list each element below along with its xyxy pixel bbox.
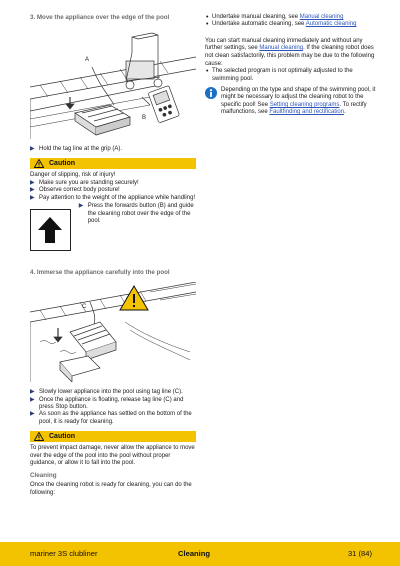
step-press-forward: ▶ Press the forwards button (B) and guide the cleaning robot over the edge of the pool. [78, 203, 194, 225]
cleaning-intro: Once the cleaning robot is ready for cleaning, you can do the following: [30, 482, 192, 496]
up-arrow-icon [37, 216, 63, 244]
step-arrow-icon: ▶ [30, 146, 35, 152]
footer-section: Cleaning [178, 549, 211, 558]
pool-edge-illustration [30, 27, 196, 139]
cause-item: • The selected program is not optimally adjusted to the swimming pool. [206, 68, 353, 82]
link-faultfinding[interactable]: Faultfinding and rectification [269, 109, 345, 116]
danger-triangle-icon [120, 286, 148, 310]
link-manual-cleaning-2[interactable]: Manual cleaning [259, 45, 304, 52]
warning-icon [34, 159, 44, 168]
safety-item-2: ▶ Observe correct body posture! [30, 187, 120, 194]
link-manual-cleaning[interactable]: Manual cleaning [299, 14, 344, 20]
section4-heading: 4. Immerse the appliance carefully into the pool [30, 269, 170, 277]
left-column [30, 14, 196, 497]
label-b: B [142, 115, 147, 121]
impact-caution-text: To prevent impact damage, never allow the appliance to move over the edge of the pool into the pool without proper guidance, or allow it to fall into the pool. [30, 445, 195, 467]
danger-text: Danger of slipping, risk of injury! [30, 172, 116, 179]
forward-step-row [30, 203, 196, 251]
caution-banner-1: Caution [30, 158, 196, 169]
safety-item-1: ▶ Make sure you are standing securely! [30, 180, 139, 186]
option-automatic: • Undertake automatic cleaning, see Automatic cleaning [206, 21, 357, 29]
link-setting-programs[interactable]: Setting cleaning programs [269, 101, 340, 108]
forward-button-symbol [30, 209, 71, 251]
cleaning-subheading: Cleaning [30, 472, 57, 480]
info-icon [205, 87, 217, 99]
immerse-step-2: ▶ Once the appliance is floating, release tag line (C) and press Stop button. [30, 396, 184, 411]
footer-page-number: 31 (84) [347, 549, 372, 558]
immerse-step-3: ▶ As soon as the appliance has settled on the bottom of the pool, it is ready for cleaning. [30, 411, 192, 425]
manual-start-paragraph: You can start manual cleaning immediately and without any further settings, see Manual cleaning. If the cleaning robot does not clean satisfactorily, this problem may be due to the following cause: [205, 37, 375, 67]
step-hold-tag-line: ▶ Hold the tag line at the grip (A). [30, 146, 123, 152]
section3-heading: 3. Move the appliance over the edge of the pool [30, 14, 170, 21]
right-column [205, 14, 377, 117]
safety-item-3: ▶ Pay attention to the weight of the appliance while handling! [30, 194, 196, 201]
page-footer [0, 542, 400, 566]
immerse-illustration [30, 282, 196, 382]
label-a: A [85, 57, 90, 63]
caution-banner-2: Caution [30, 431, 196, 442]
warning-icon [34, 432, 44, 441]
label-c: C [82, 304, 87, 311]
info-note: Depending on the type and shape of the swimming pool, it might be necessary to adjust the cleaning robot to the specific pool! See Setting cleaning programs. To rectify malfunctions, see Faultfinding and rectification. [205, 87, 377, 117]
footer-product: mariner 3S clubliner [30, 549, 98, 558]
option-manual: • Undertake manual cleaning, see Manual cleaning [206, 14, 344, 21]
link-automatic-cleaning[interactable]: Automatic cleaning [305, 21, 357, 28]
immerse-step-1: ▶ Slowly lower appliance into the pool using tag line (C). [30, 389, 183, 396]
